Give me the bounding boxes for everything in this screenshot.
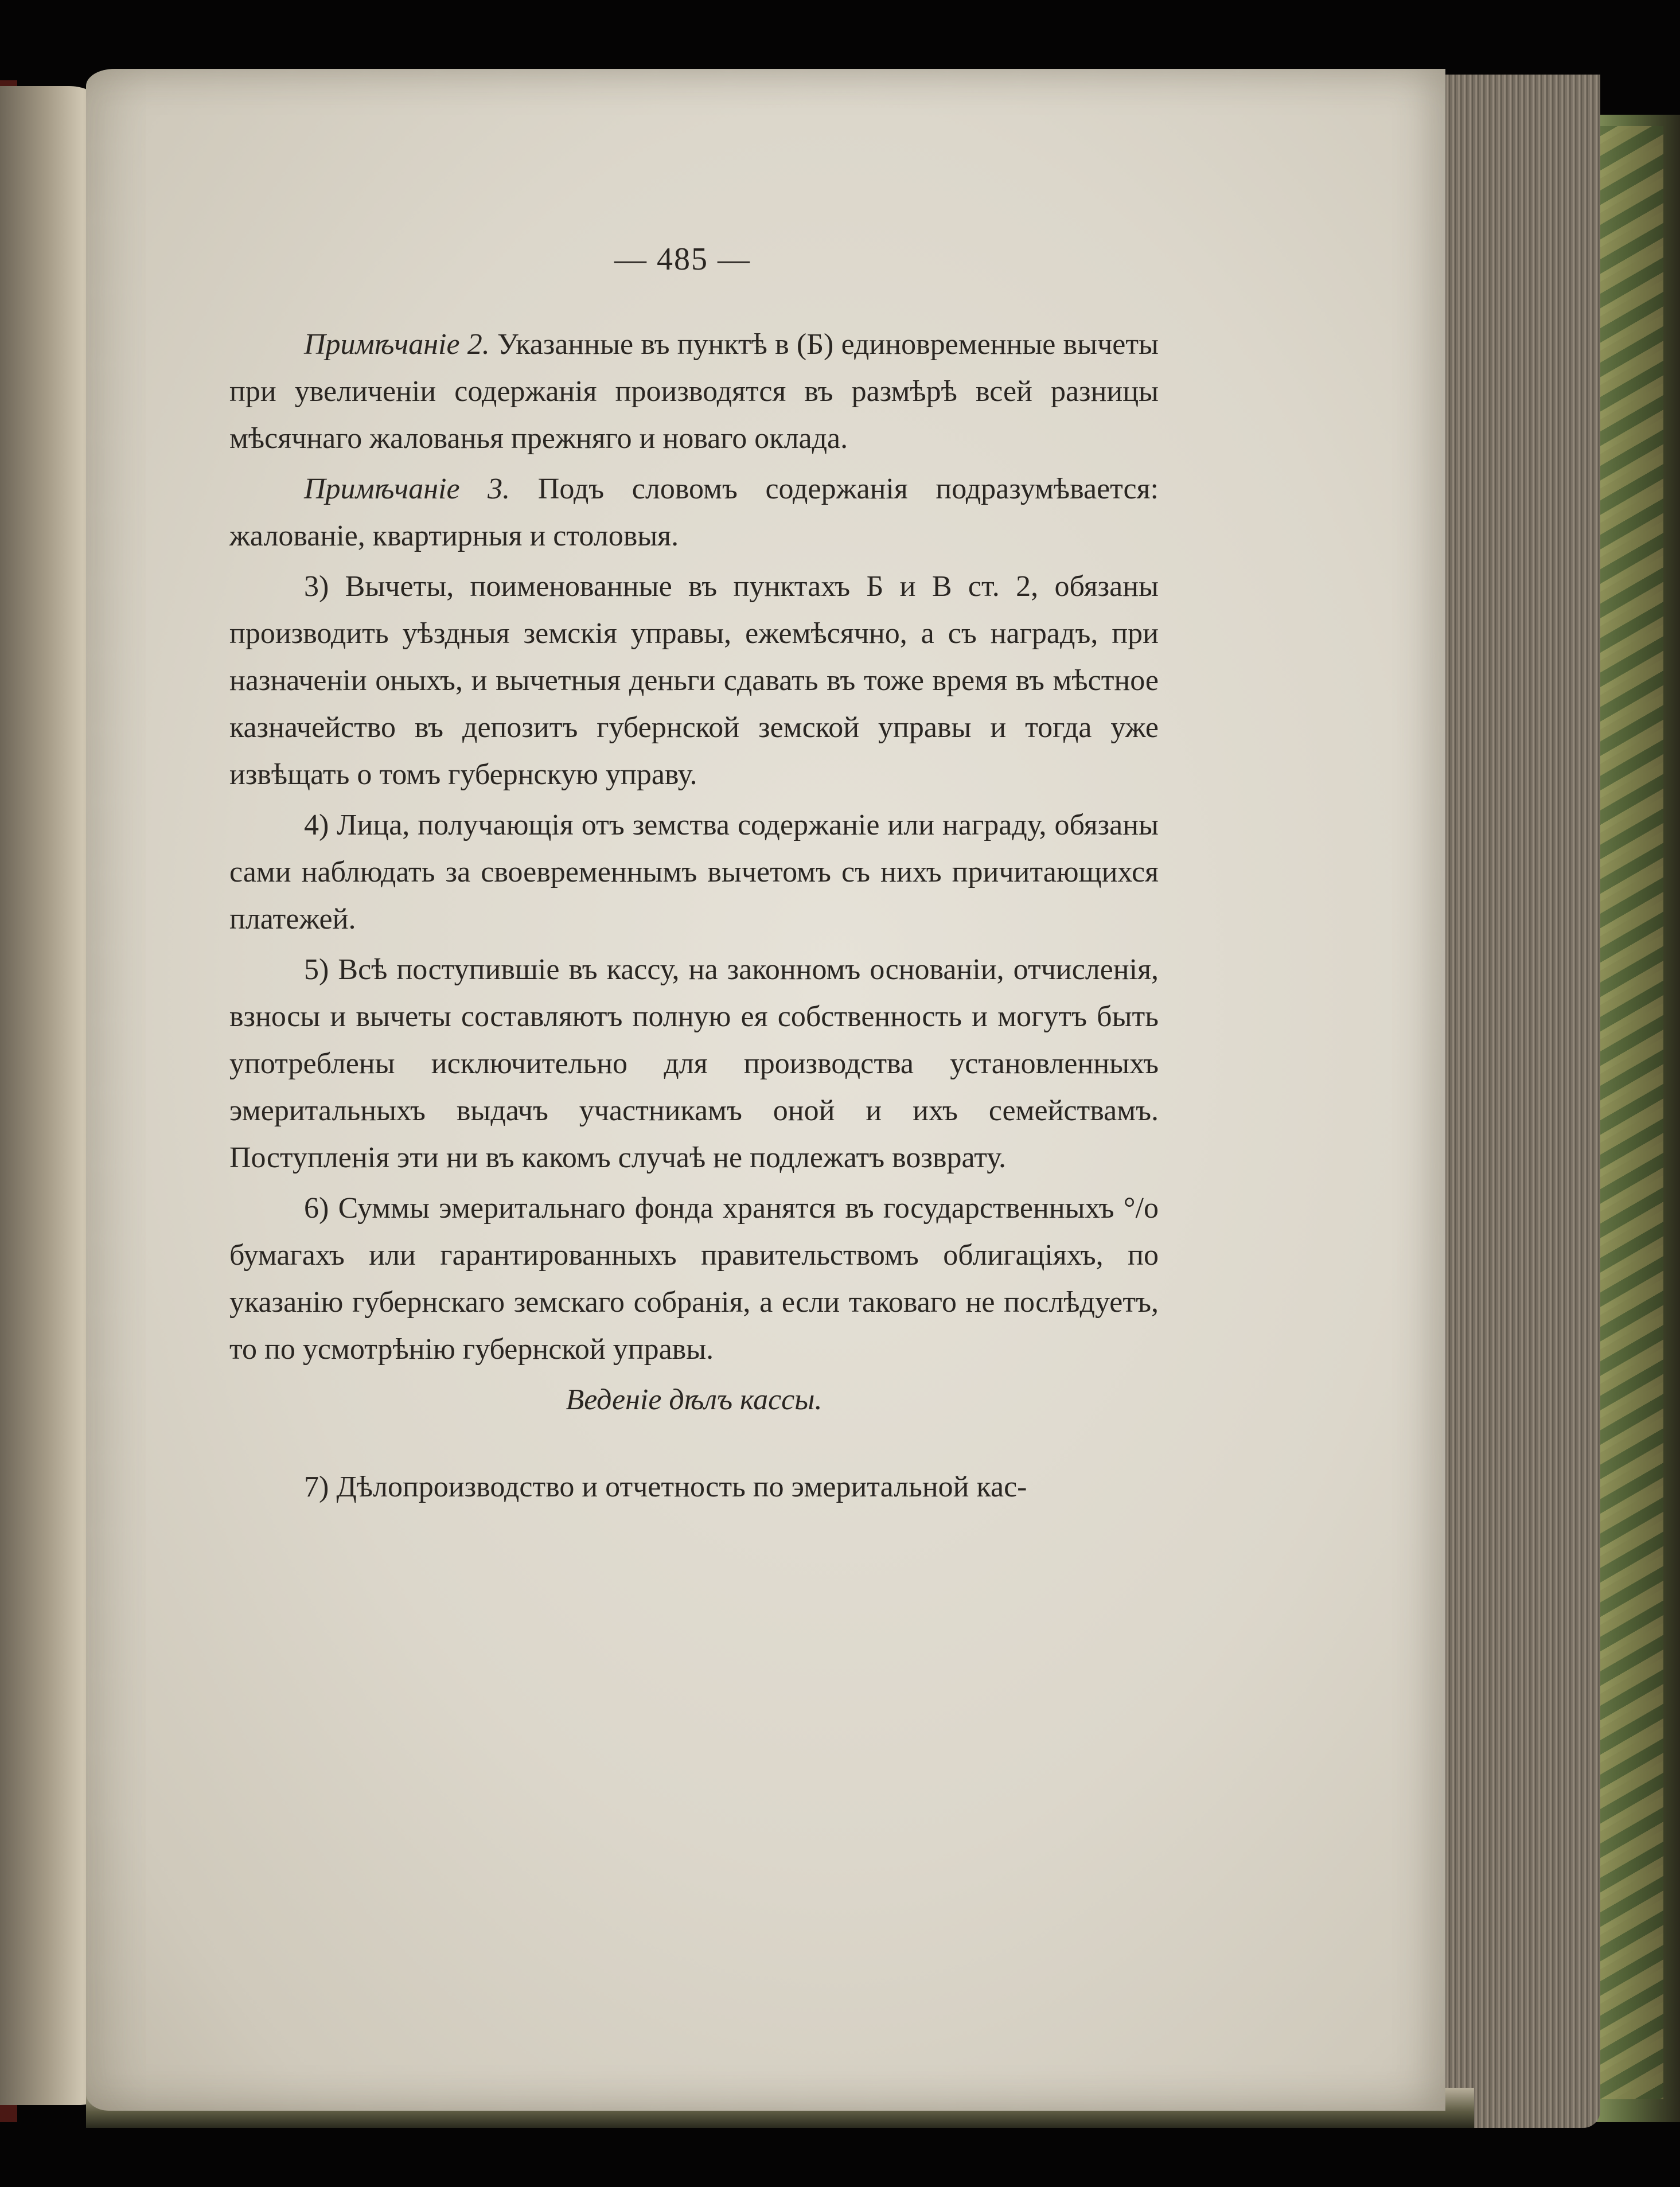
note-2-text: Указанные въ пунктѣ в (Б) единовременные вычеты при увеличеніи содержанія производятся въ размѣрѣ всей разницы мѣсячнаго жалованья прежняго и новаго оклада. bbox=[229, 328, 1159, 455]
paragraph-5: 5) Всѣ поступившіе въ кассу, на законномъ основаніи, отчисленія, взносы и вычеты составляютъ полную ея собственность и могутъ быть употреблены исключительно для производства установленныхъ эмеритальныхъ выдачъ участникамъ оной и ихъ семействамъ. Поступленія эти ни въ какомъ случаѣ не подлежатъ возврату. bbox=[229, 953, 1159, 1174]
note-2 bbox=[229, 321, 1159, 462]
page-number: — 485 — bbox=[614, 241, 751, 277]
page-stack-edges bbox=[1428, 75, 1600, 2128]
note-3-label: Примѣчаніе 3. bbox=[304, 473, 510, 505]
paragraph-3: 3) Вычеты, поименованные въ пунктахъ Б и В ст. 2, обязаны производить уѣздныя земскія управы, ежемѣсячно, а съ наградъ, при назначеніи оныхъ, и вычетныя деньги сдавать въ тоже время въ мѣстное казначейство въ депозитъ губернской земской управы и тогда уже извѣщать о томъ губернскую управу. bbox=[229, 570, 1159, 791]
note-2-label: Примѣчаніе 2. bbox=[304, 328, 490, 361]
note-3 bbox=[229, 466, 1159, 560]
paragraph-4: 4) Лица, получающія отъ земства содержаніе или награду, обязаны сами наблюдать за своевременнымъ вычетомъ съ нихъ причитающихся платежей. bbox=[229, 809, 1159, 935]
page-text bbox=[229, 321, 1159, 1511]
section-title: Веденіе дѣлъ кассы. bbox=[566, 1383, 823, 1416]
note-3-text: Подъ словомъ содержанія подразумѣвается: жалованіе, квартирныя и столовыя. bbox=[229, 473, 1159, 552]
paragraph-6: 6) Суммы эмеритальнаго фонда хранятся въ государственныхъ °/o бумагахъ или гарантированныхъ правительствомъ облигаціяхъ, по указанію губернскаго земскаго собранія, а если таковаго не послѣдуетъ, то по усмотрѣнію губернской управы. bbox=[229, 1192, 1159, 1366]
paragraph-7: 7) Дѣлопроизводство и отчетность по эмеритальной кас- bbox=[304, 1471, 1027, 1503]
